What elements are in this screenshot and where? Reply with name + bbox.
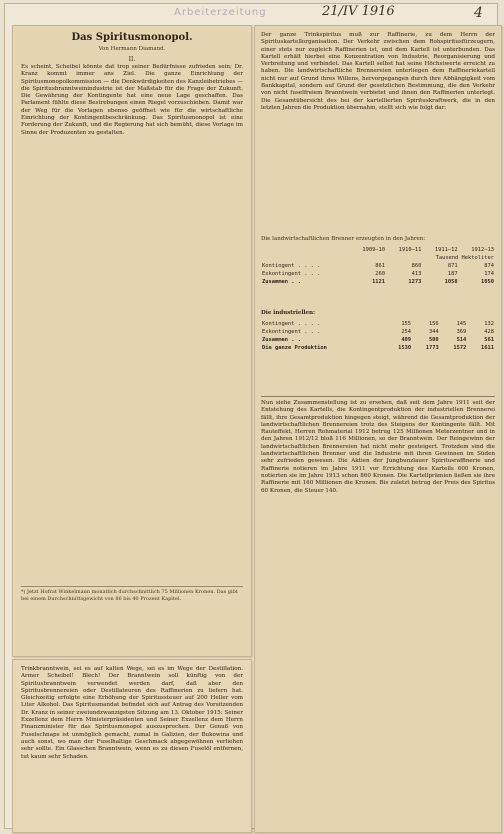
article-body-part-2: Trinkbranntwein, sei es auf kalten Wege, sei es im Wege der Destillation. Armer Scheibel! Blech! Der Branntwein soll künftig von der Spiritusbranntwein verwendet werden darf, daß aber den Spiritusbrennereien oder Destillateuren des Raffinerien zu liefern hat. Gleichzeitig erfolgte eine Erhöhung der Spiritussteuer auf 200 Heller vom Liter Alkohol. Das Spiritusmandat befindet sich auf Antrag des Vorsitzenden Dr. Kranz in seiner zweiundzwanzigsten Sitzung am 13. Oktober 1915: Seiner Exzellenz dem Herrn Ministerpräsidenten und Seiner Exzellenz dem Herrn Finanzminister für das Spiritusmonopol auszusprechen. Der Genuß von Fuselschnaps ist unmöglich gemacht, zumal in Galizien, der Bukowina und auch sonst, wo man der Fuselhaltige Geschmack abgegewöhnen verliehen sehr sollte. Ein Glasschen Branntwein, wenn es zu diesen Fuselöl entfernen, tut kaum sehr Schaden. bbox=[21, 666, 243, 760]
cell-value: 1273 bbox=[408, 279, 422, 285]
cell-value: 145 bbox=[456, 321, 467, 327]
cell-value: 409 bbox=[401, 337, 412, 343]
table-header-cell bbox=[261, 246, 350, 254]
table-unit-row bbox=[261, 254, 495, 262]
cell-value: 428 bbox=[484, 329, 494, 335]
table-row bbox=[261, 328, 495, 336]
article-body-part-1: Es scheint, Scheibel könnte dat trop seiner Bedürfnisse zufrieden sein; Dr. Kranz kommt immer ans Ziel. Die ganze Einrichtung der Spiritusmonopolkommission — die Denkwürdigkeiten des Kanzleibetriebes — die Spiritusbranntweinindustrie ist der Maßstab für die Frage der Zukunft. Die Gewährung der Kontingente hat eine neue Lage geschaffen. Das Parlament fühlte diese Bestrebungen einen Riegel vorzuschieben. Damit war der Weg für die Vorlagen ebenso geöffnet wie für die wirtschaftliche Einrichtung der Kontingentbeschränkung. Das Spiritusmonopol ist eine Forderung der Zukunft, und die Regierung hat sich bemüht, diese Vorlage im Sinne der Produzenten zu gestalten. bbox=[21, 64, 243, 136]
scrapbook-page bbox=[4, 3, 498, 829]
cell-value: 132 bbox=[484, 321, 494, 327]
row-label: Kontingent . . . . bbox=[262, 263, 321, 269]
cell-value: 155 bbox=[401, 321, 412, 327]
cell-value: 871 bbox=[447, 263, 458, 269]
table-header-cell: 1912—13 bbox=[471, 247, 494, 253]
table-row-total bbox=[261, 336, 495, 344]
article-title: Das Spiritusmonopol. bbox=[71, 32, 193, 43]
clipping-right bbox=[254, 25, 502, 833]
cell-value: 369 bbox=[456, 329, 467, 335]
section-number: II. bbox=[128, 56, 136, 63]
newspaper-stamp: Arbeiterzeitung bbox=[174, 7, 267, 18]
table-row-total bbox=[261, 278, 495, 286]
cell-value: 1773 bbox=[425, 345, 439, 351]
cell-value: 1050 bbox=[481, 279, 494, 285]
cell-value: 174 bbox=[484, 271, 494, 277]
cell-value: 1121 bbox=[372, 279, 386, 285]
cell-value: 260 bbox=[375, 271, 386, 277]
cell-value: 561 bbox=[484, 337, 494, 343]
handwritten-date: 21/IV 1916 bbox=[322, 4, 395, 19]
clipping-left-bottom bbox=[12, 659, 252, 833]
table-caption: Die landwirtschaftlichen Brenner erzeugten in den Jahren: bbox=[261, 236, 426, 242]
table-header-row bbox=[261, 246, 495, 254]
table-row bbox=[261, 270, 495, 278]
row-label: Exkontingent . . . bbox=[262, 271, 321, 277]
divider bbox=[261, 396, 495, 397]
table-header-cell: 1911—12 bbox=[434, 247, 458, 253]
cell-value: 861 bbox=[375, 263, 386, 269]
table-row bbox=[261, 262, 495, 270]
cell-value: 254 bbox=[401, 329, 412, 335]
cell-value: 1611 bbox=[481, 345, 494, 351]
row-label: Exkontingent . . . bbox=[262, 329, 321, 335]
cell-value: 500 bbox=[428, 337, 439, 343]
production-table-industrial bbox=[261, 320, 495, 352]
table-2-title: Die industriellen: bbox=[261, 310, 316, 316]
cell-value: 514 bbox=[456, 337, 467, 343]
table-header-cell: 1910—11 bbox=[398, 247, 422, 253]
right-body-part-2: Nun siehe Zusammenstellung ist zu ersehen, daß seit dem Jahre 1911 seit der Entstehung des Kartells, die Kontingentproduktion der industriellen Brennerei fällt, ihre Gesamtproduktion hingegen steigt, während die Gesamtproduktion der landwirtschaftlichen Brennereien trotz des Steigens der Kontingente fällt. Mit Rauteffekt, Herren Rohmaterial 1912 betrug 125 Millionen Meterzentner und in den Jahren 1912/12 bloß 116 Millionen, so der Branntwein. Der Reingewinn der landwirtschaftlichen Brennereien hat nicht mehr gesteigert. Trotzdem sind die landwirtschaftlichen Brenner und die Industrie mit ihren Gewinnen im Süden sehr zufrieden gewesen. Die Aktien der Jungbunzlauer Spiritusraffinerie und Raffinerie notieren im Jahre 1911 vor Errichtung des Kartells 600 Kronen, notierten sie im Jahre 1913 schon 860 Kronen. Die Kartellprämien ließen sie ihre Raffinerie mit 160 Millionen die Kronen. Bis zuletzt betrug der Preis des Spiritus 60 Kronen, die Steuer 140. bbox=[261, 400, 495, 494]
row-label: Zusammen . . bbox=[262, 279, 301, 285]
cell-value: 413 bbox=[411, 271, 422, 277]
cell-value: 1058 bbox=[444, 279, 458, 285]
row-label: Die ganze Produktion bbox=[262, 345, 327, 351]
cell-value: 874 bbox=[484, 263, 494, 269]
table-row-grand-total bbox=[261, 344, 495, 352]
cell-value: 860 bbox=[411, 263, 422, 269]
cell-value: 344 bbox=[428, 329, 439, 335]
row-label: Kontingent . . . . bbox=[262, 321, 321, 327]
cell-value: 187 bbox=[447, 271, 458, 277]
production-table-agricultural bbox=[261, 246, 495, 286]
right-body-part-1: Der ganze Trinkspiritus muß zur Raffinerie, zu dem Herrn der Spirituskartellorganisation. Der Verkehr zwischen dem Rohspiritusfürzeugern, einer stets nur zugleich Raffinerien ist, und dem Kartell ist unterbunden. Das Kartell erhält hierbei eine Konzentration von Industrie, Reorganisierung und Verbreitung und verbindet. Das Kartell selbst hat seine Höchstwerte erreicht zu haben. Die landwirtschaftliche Brennereien unterliegen dem Raffineriekartell nicht nur auf Grund ihres Willens, hervorgegangen durch ihre Abhängigkeit vom Bankkapital, sondern auf Grund der gesetzlichen Bestimmung, die den Verkehr von nicht fuselfreiem Branntwein verbietet und ihnen den Raffinerien unterlegt. Die Gesamtübersicht des bei der kartellierten Spirituskraftwerk, die in den letzten Jahren die Produktion übernahm, stellt sich wie folgt dar: bbox=[261, 32, 495, 111]
article-footnote: *) Jetzt Hofrat Winkelmann monatlich durchschnittlich 75 Millionen Kronen. Das gibt bei einem Durchschnittsgewicht von 86 bis 40 Prozent Kapitel. bbox=[21, 586, 243, 649]
table-row bbox=[261, 320, 495, 328]
cell-value: 1530 bbox=[398, 345, 412, 351]
cell-value: 156 bbox=[428, 321, 439, 327]
table-unit-label: Tausend Hektoliter bbox=[435, 255, 494, 261]
article-byline: Von Hermann Diamand. bbox=[98, 46, 166, 52]
cell-value: 1572 bbox=[453, 345, 467, 351]
clipping-left-top bbox=[12, 25, 252, 657]
row-label: Zusammen . . bbox=[262, 337, 301, 343]
table-header-cell: 1909—10 bbox=[362, 247, 386, 253]
handwritten-page-number: 4 bbox=[474, 5, 483, 21]
